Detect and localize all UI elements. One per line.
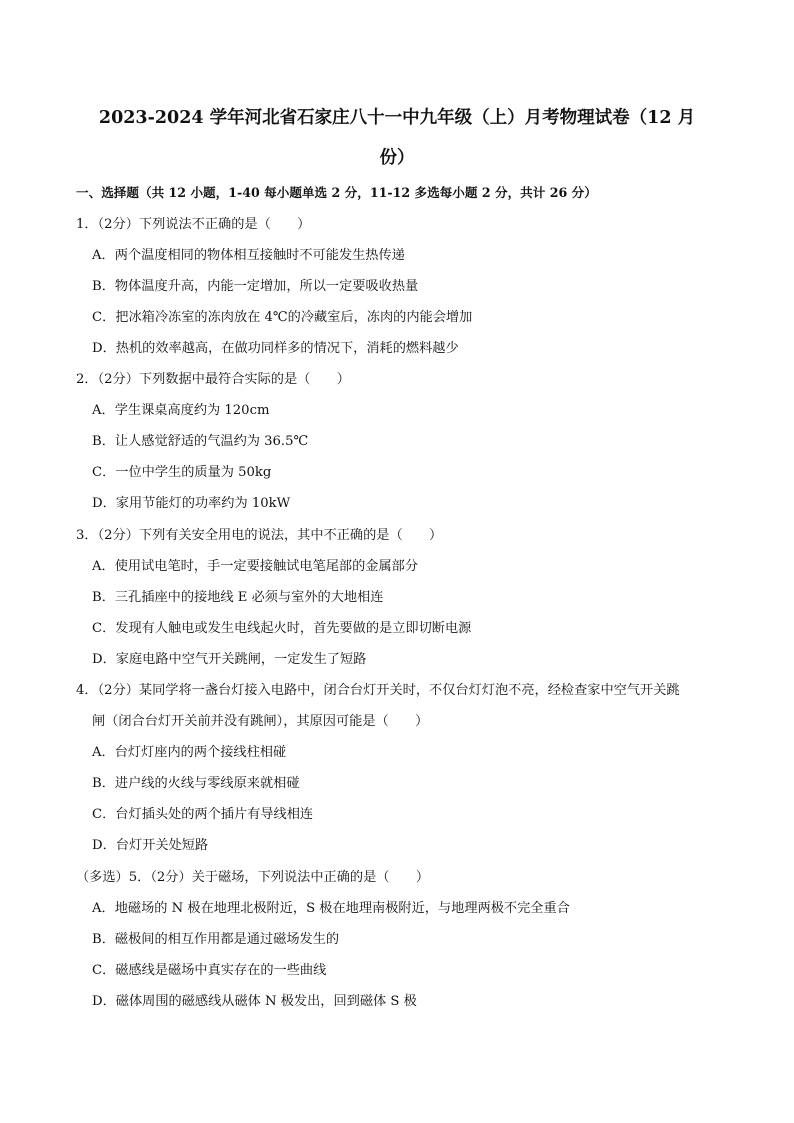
question-2-stem: 2．（2分）下列数据中最符合实际的是（ ）: [76, 372, 350, 387]
question-1-option-a: A．两个温度相同的物体相互接触时不可能发生热传递: [92, 248, 405, 263]
question-5-option-c: C．磁感线是磁场中真实存在的一些曲线: [92, 963, 327, 978]
question-3-option-b: B．三孔插座中的接地线 E 必须与室外的大地相连: [92, 590, 384, 605]
question-3-option-c: C．发现有人触电或发生电线起火时，首先要做的是立即切断电源: [92, 621, 472, 636]
question-4-option-c: C．台灯插头处的两个插片有导线相连: [92, 807, 314, 822]
question-2-option-a: A．学生课桌高度约为 120cm: [92, 403, 270, 418]
question-2-option-c: C．一位中学生的质量为 50kg: [92, 465, 272, 480]
question-5-option-d: D．磁体周围的磁感线从磁体 N 极发出，回到磁体 S 极: [92, 994, 417, 1009]
question-4-stem: 4．（2分）某同学将一盏台灯接入电路中，闭合台灯开关时，不仅台灯灯泡不亮，经检查家中空气开关跳: [76, 683, 680, 698]
question-3-option-a: A．使用试电笔时，手一定要接触试电笔尾部的金属部分: [92, 559, 419, 574]
question-1-option-d: D．热机的效率越高，在做功同样多的情况下，消耗的燃料越少: [92, 341, 459, 356]
section-header: 一、选择题（共 12 小题，1-40 每小题单选 2 分，11-12 多选每小题 2 分，共计 26 分）: [76, 185, 597, 200]
question-4-option-a: A．台灯灯座内的两个接线柱相碰: [92, 745, 287, 760]
question-5-stem: （多选）5．（2分）关于磁场，下列说法中正确的是（ ）: [76, 870, 430, 885]
question-2-option-b: B．让人感觉舒适的气温约为 36.5℃: [92, 434, 309, 449]
question-3-option-d: D．家庭电路中空气开关跳闸，一定发生了短路: [92, 652, 367, 667]
question-2-option-d: D．家用节能灯的功率约为 10kW: [92, 496, 291, 511]
question-4-option-d: D．台灯开关处短路: [92, 838, 209, 853]
exam-title-line-2: 份）: [379, 148, 415, 168]
question-1-option-b: B．物体温度升高，内能一定增加，所以一定要吸收热量: [92, 279, 419, 294]
question-3-stem: 3．（2分）下列有关安全用电的说法，其中不正确的是（ ）: [76, 528, 443, 543]
question-4-stem-continued: 闸（闭合台灯开关前并没有跳闸），其原因可能是（ ）: [92, 714, 429, 729]
question-4-option-b: B．进户线的火线与零线原来就相碰: [92, 776, 300, 791]
question-1-option-c: C．把冰箱冷冻室的冻肉放在 4℃的冷藏室后，冻肉的内能会增加: [92, 310, 473, 325]
question-5-option-a: A．地磁场的 N 极在地理北极附近，S 极在地理南极附近，与地理两极不完全重合: [92, 901, 570, 916]
question-1-stem: 1．（2分）下列说法不正确的是（ ）: [76, 217, 311, 232]
question-5-option-b: B．磁极间的相互作用都是通过磁场发生的: [92, 932, 340, 947]
exam-title-line-1: 2023-2024 学年河北省石家庄八十一中九年级（上）月考物理试卷（12 月: [98, 108, 696, 128]
